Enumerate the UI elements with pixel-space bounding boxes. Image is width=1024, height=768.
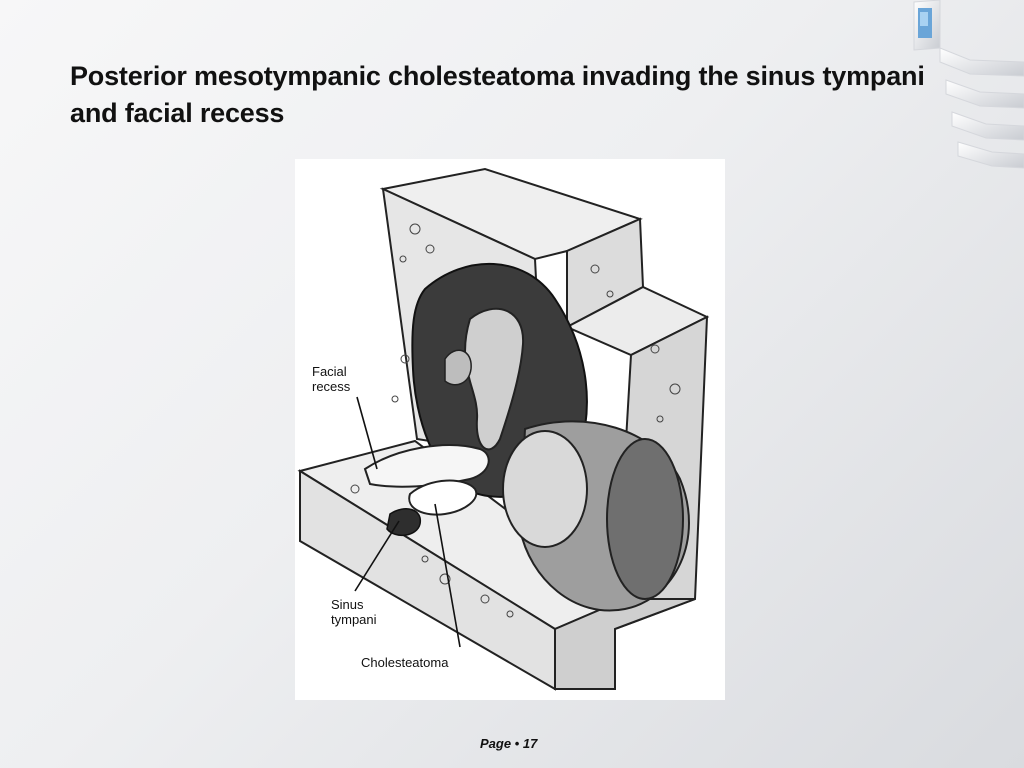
slide-title: Posterior mesotympanic cholesteatoma invading the sinus tympani and facial recess — [70, 61, 925, 128]
anatomy-illustration — [295, 159, 725, 700]
tympanic-membrane — [503, 431, 587, 547]
cholesteatoma-label: Cholesteatoma — [361, 655, 449, 670]
canal-opening — [607, 439, 683, 599]
page-number: Page • 17 — [480, 736, 538, 751]
sinus-tympani-label: Sinus tympani — [331, 597, 377, 627]
ossicle-malleus — [445, 350, 471, 385]
facial-recess-label: Facial recess — [312, 364, 351, 394]
